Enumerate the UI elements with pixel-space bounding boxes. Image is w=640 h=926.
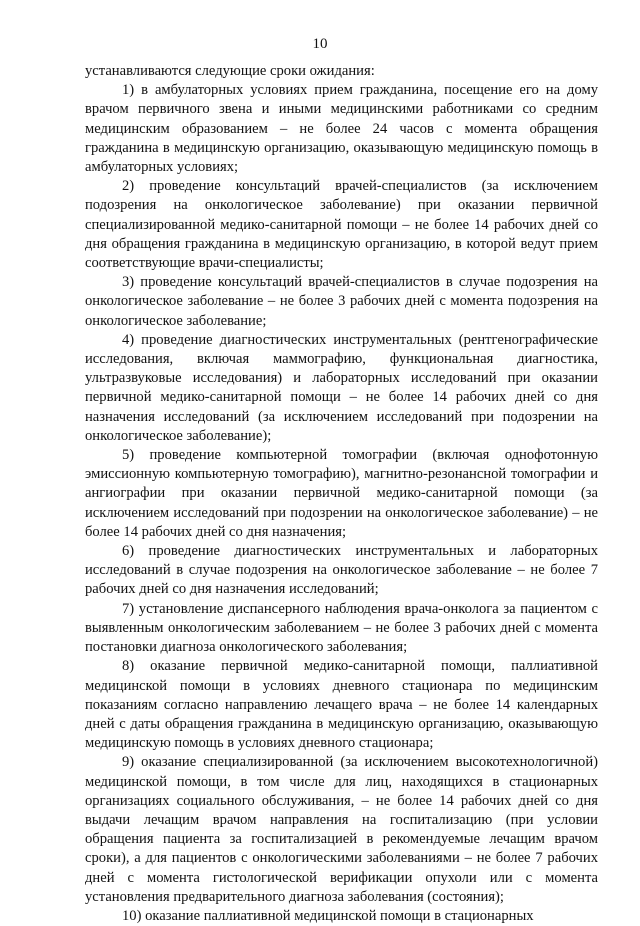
- list-item-1: 1) в амбулаторных условиях прием гражданина, посещение его на дому врачом первичного звена и иными медицинскими работниками со средним медицинским образованием – не более 24 часов с момента обращения гражданина в медицинскую организацию, оказывающую медицинскую помощь в амбулаторных условиях;: [85, 82, 598, 176]
- list-item-2: 2) проведение консультаций врачей-специалистов (за исключением подозрения на онкологическое заболевание) при оказании первичной специализированной медико-санитарной помощи – не более 14 рабочих дней со дня обращения гражданина в медицинскую организацию, в которой ведут прием соответствующие врачи-специалисты;: [85, 178, 598, 272]
- list-item-6: 6) проведение диагностических инструментальных и лабораторных исследований в случае подозрения на онкологическое заболевание – не более 7 рабочих дней со дня назначения исследований;: [85, 543, 598, 598]
- document-body: [85, 62, 598, 926]
- list-item-4: 4) проведение диагностических инструментальных (рентгенографические исследования, включая маммографию, функциональная диагностика, ультразвуковые исследования) и лабораторных исследований при оказании первичной медико-санитарной помощи – не более 14 рабочих дней со дня назначения исследований (за исключением исследований при подозрении на онкологическое заболевание);: [85, 331, 598, 444]
- page-number: 10: [312, 36, 328, 52]
- list-item-3: 3) проведение консультаций врачей-специалистов в случае подозрения на онкологическое заболевание – не более 3 рабочих дней с момента подозрения на онкологическое заболевание;: [85, 274, 598, 329]
- list-item-9: 9) оказание специализированной (за исключением высокотехнологичной) медицинской помощи, в том числе для лиц, находящихся в стационарных организациях социального обслуживания, – не более 14 рабочих дней со дня выдачи лечащим врачом направления на госпитализацию (при условии обращения пациента за госпитализацией в рекомендуемые лечащим врачом сроки), а для пациентов с онкологическими заболеваниями – не более 7 рабочих дней с момента гистологической верификации опухоли или с момента установления предварительного диагноза заболевания (состояния);: [85, 754, 598, 905]
- paragraph-intro: устанавливаются следующие сроки ожидания:: [85, 63, 375, 79]
- list-item-5: 5) проведение компьютерной томографии (включая однофотонную эмиссионную компьютерную томографию), магнитно-резонансной томографии и ангиографии при оказании первичной медико-санитарной помощи (за исключением исследований при подозрении на онкологическое заболевание) – не более 14 рабочих дней со дня назначения;: [85, 447, 598, 540]
- list-item-10: 10) оказание паллиативной медицинской помощи в стационарных: [122, 907, 534, 924]
- list-item-7: 7) установление диспансерного наблюдения врача-онколога за пациентом с выявленным онкологическим заболеванием – не более 3 рабочих дней с момента постановки диагноза онкологического заболевания;: [85, 600, 598, 656]
- list-item-8: 8) оказание первичной медико-санитарной помощи, паллиативной медицинской помощи в условиях дневного стационара по медицинским показаниям согласно направлению лечащего врача – не более 14 календарных дней с даты обращения гражданина в медицинскую организацию, оказывающую медицинскую помощь в условиях дневного стационара;: [85, 658, 598, 752]
